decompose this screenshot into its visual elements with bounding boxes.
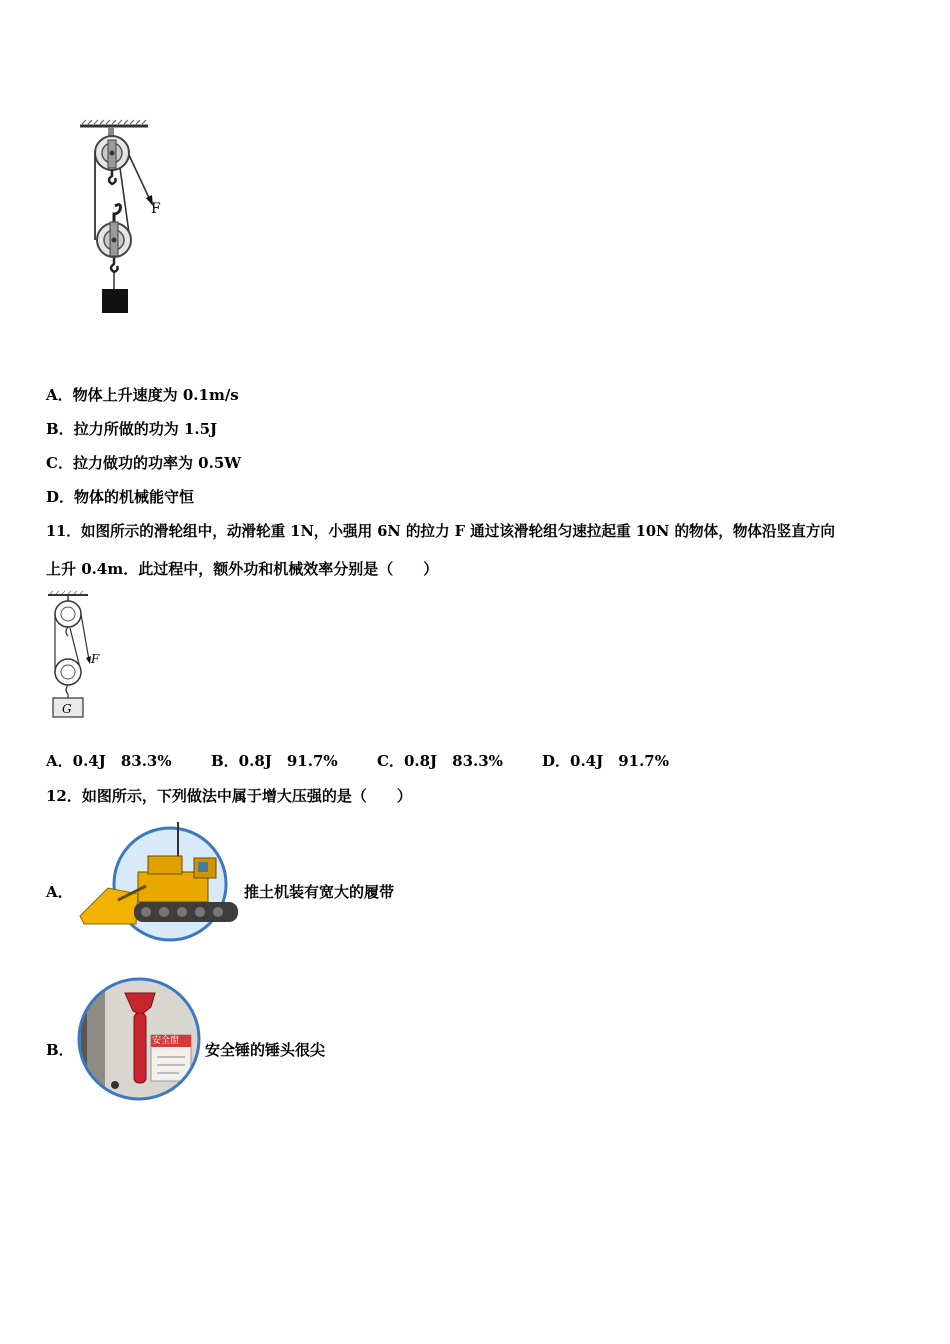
q11-option-a: A．0.4J 83.3% (46, 752, 172, 770)
q10-option-c-letter: C． (46, 454, 73, 472)
q10-option-c (46, 453, 241, 473)
q12-option-b-letter: B． (46, 1041, 74, 1059)
q10-option-d-text: 物体的机械能守恒 (74, 488, 195, 506)
bulldozer-photo (78, 820, 243, 944)
q10-option-a (46, 385, 239, 405)
q11-weight-label: G (62, 702, 72, 716)
q10-option-d (46, 487, 194, 507)
q11-stem-line1: 11．如图所示的滑轮组中，动滑轮重 1N，小强用 6N 的拉力 F 通过该滑轮组匀速拉起重 10N 的物体，物体沿竖直方向 (46, 523, 836, 540)
q10-option-c-text: 拉力做功的功率为 0.5W (72, 454, 242, 472)
q11-option-d: D．0.4J 91.7% (542, 752, 669, 770)
q11-force-label: F (91, 652, 100, 666)
q10-option-b-text: 拉力所做的功为 1.5J (73, 420, 218, 438)
q12-stem: 12．如图所示，下列做法中属于增大压强的是（ ） (46, 787, 412, 805)
q10-option-d-letter: D． (46, 488, 75, 506)
q12-option-a-caption: 推土机装有宽大的履带 (244, 883, 395, 901)
q10-option-a-letter: A． (46, 386, 73, 404)
q12-option-b-caption: 安全锤的锤头很尖 (205, 1041, 326, 1059)
q10-option-b-letter: B． (46, 420, 74, 438)
safety-window-sign-text: 安全窗 (152, 1036, 180, 1046)
safety-hammer-photo (75, 977, 203, 1101)
q11-option-b: B．0.8J 91.7% (211, 752, 338, 770)
q10-force-label: F (151, 201, 161, 217)
q12-option-a-letter: A． (46, 883, 73, 901)
q10-pulley-figure (72, 118, 172, 318)
q11-stem-line2: 上升 0.4m．此过程中，额外功和机械效率分别是（ ） (46, 560, 439, 578)
q10-option-b (46, 419, 217, 439)
q11-option-c: C．0.8J 83.3% (377, 752, 503, 770)
q10-option-a-text: 物体上升速度为 0.1m/s (72, 386, 239, 404)
